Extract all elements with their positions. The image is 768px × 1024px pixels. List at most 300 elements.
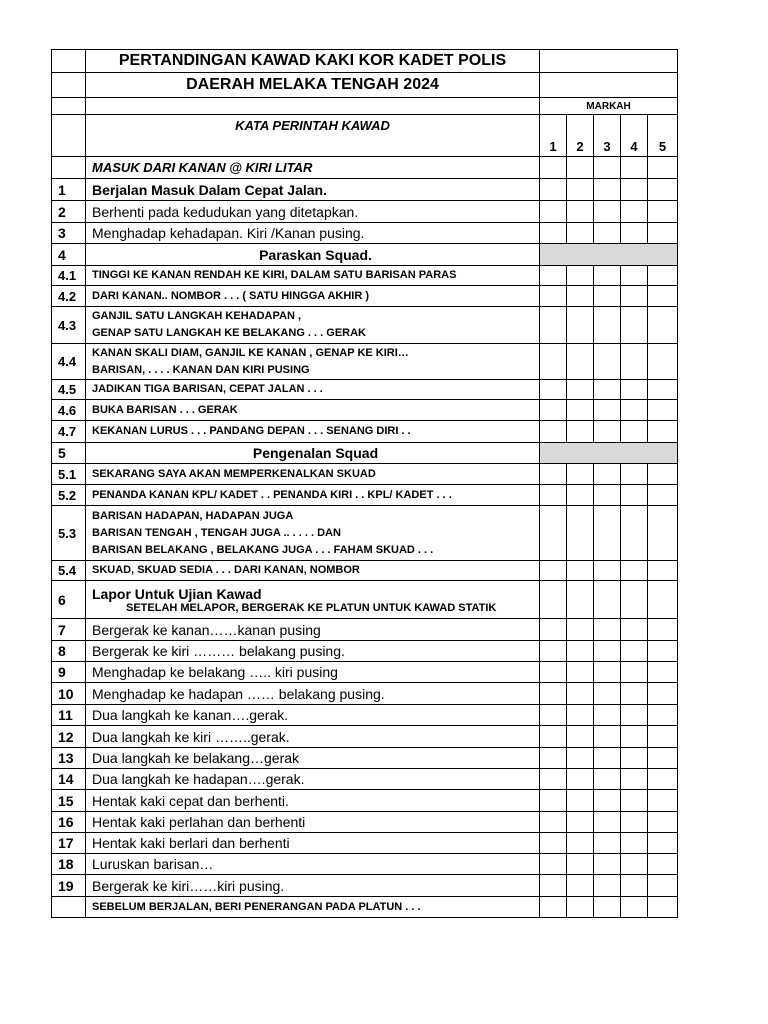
score-cell[interactable] [621,854,648,875]
table-row [52,286,678,307]
row-number: 17 [52,833,86,854]
title-line-2: DAERAH MELAKA TENGAH 2024 [86,73,540,98]
score-cell[interactable] [621,619,648,641]
score-cell[interactable] [621,641,648,662]
score-cell[interactable] [648,421,678,443]
score-cell[interactable] [540,506,567,561]
command-text [86,400,540,421]
command-line: Pengenalan Squad [252,445,379,461]
score-cell[interactable] [540,223,567,244]
table-row [52,683,678,705]
score-col-2: 2 [567,115,594,157]
table-row [52,705,678,726]
command-text [86,641,540,662]
markah-label: MARKAH [540,98,678,115]
score-cell[interactable] [648,619,678,641]
score-cell[interactable] [540,662,567,683]
score-cell[interactable] [594,286,621,307]
score-cell[interactable] [594,833,621,854]
command-line: BUKA BARISAN . . . GERAK [92,403,238,416]
score-cell[interactable] [567,790,594,812]
score-cell[interactable] [621,201,648,223]
score-cell[interactable] [567,344,594,380]
score-cell[interactable] [648,748,678,769]
score-cell[interactable] [540,266,567,286]
score-cell-shaded [540,443,678,464]
command-line: BARISAN, . . . . KANAN DAN KIRI PUSING [92,363,310,376]
score-cell[interactable] [567,421,594,443]
score-cell[interactable] [567,307,594,344]
score-cell[interactable] [540,641,567,662]
score-cell[interactable] [594,506,621,561]
scoring-table [51,49,678,918]
command-text [86,726,540,748]
score-cell[interactable] [648,769,678,790]
command-line: BARISAN HADAPAN, HADAPAN JUGA [92,509,294,522]
score-cell[interactable] [648,179,678,201]
table-row [52,561,678,581]
row-number: 4.6 [52,400,86,421]
command-text [86,812,540,833]
score-cell[interactable] [648,854,678,875]
row-number: 19 [52,875,86,897]
command-line: KANAN SKALI DIAM, GANJIL KE KANAN , GENAP KE KIRI… [92,346,409,359]
score-cell[interactable] [621,897,648,918]
score-cell[interactable] [567,561,594,581]
command-line: Menghadap kehadapan. Kiri /Kanan pusing. [92,225,365,241]
score-cell[interactable] [621,561,648,581]
score-cell[interactable] [648,380,678,400]
command-line: Menghadap ke belakang ….. kiri pusing [92,664,338,680]
score-cell[interactable] [540,421,567,443]
command-line: GANJIL SATU LANGKAH KEHADAPAN , [92,310,302,322]
score-cell[interactable] [567,662,594,683]
row-number: 4.4 [52,344,86,380]
score-cell[interactable] [648,833,678,854]
command-text [86,380,540,400]
row-number: 4.5 [52,380,86,400]
row-number: 8 [52,641,86,662]
row-number: 10 [52,683,86,705]
row-number: 13 [52,748,86,769]
score-cell[interactable] [648,400,678,421]
score-cell[interactable] [567,157,594,179]
row-number [52,897,86,918]
table-row [52,307,678,344]
row-number: 2 [52,201,86,223]
command-line: Hentak kaki perlahan dan berhenti [92,814,306,830]
table-row [52,833,678,854]
table-row [52,244,678,266]
score-cell[interactable] [621,769,648,790]
table-row [52,812,678,833]
score-cell[interactable] [594,619,621,641]
score-cell[interactable] [567,464,594,485]
score-cell[interactable] [594,875,621,897]
score-cell[interactable] [594,897,621,918]
row-number: 7 [52,619,86,641]
score-col-3: 3 [594,115,621,157]
score-cell[interactable] [540,897,567,918]
score-cell[interactable] [621,581,648,619]
title-line-1: PERTANDINGAN KAWAD KAKI KOR KADET POLIS [86,50,540,73]
command-line: Paraskan Squad. [259,246,372,263]
score-cell[interactable] [567,266,594,286]
score-cell[interactable] [567,833,594,854]
score-cell[interactable] [567,812,594,833]
score-cell[interactable] [567,380,594,400]
command-text [86,464,540,485]
score-cell[interactable] [621,833,648,854]
table-row [52,897,678,918]
score-cell[interactable] [648,201,678,223]
command-text [86,244,540,266]
score-cell[interactable] [540,157,567,179]
score-cell[interactable] [567,641,594,662]
command-line: Hentak kaki berlari dan berhenti [92,835,290,851]
command-line: Lapor Untuk Ujian Kawad [92,585,262,602]
score-cell[interactable] [594,748,621,769]
score-cell[interactable] [540,875,567,897]
score-cell[interactable] [540,619,567,641]
score-cell[interactable] [621,875,648,897]
title-row-1 [52,50,678,73]
command-line: DARI KANAN.. NOMBOR . . . ( SATU HINGGA AKHIR ) [92,289,370,302]
row-number: 5 [52,443,86,464]
score-cell-shaded [540,244,678,266]
score-cell[interactable] [648,581,678,619]
score-cell[interactable] [594,157,621,179]
command-text [86,201,540,223]
table-row [52,662,678,683]
score-cell[interactable] [540,833,567,854]
row-number: 15 [52,790,86,812]
command-line: GENAP SATU LANGKAH KE BELAKANG . . . GERAK [92,327,366,339]
row-number: 5.4 [52,561,86,581]
score-cell[interactable] [540,286,567,307]
command-line: KEKANAN LURUS . . . PANDANG DEPAN . . . SENANG DIRI . . [92,425,411,437]
score-cell[interactable] [567,506,594,561]
score-cell[interactable] [648,641,678,662]
score-cell[interactable] [540,790,567,812]
score-cell[interactable] [594,561,621,581]
command-text [86,683,540,705]
row-number: 18 [52,854,86,875]
command-text [86,705,540,726]
score-cell[interactable] [594,854,621,875]
table-row [52,464,678,485]
score-cell[interactable] [567,726,594,748]
score-cell[interactable] [621,485,648,506]
score-cell[interactable] [621,790,648,812]
command-text [86,485,540,506]
command-line: SEKARANG SAYA AKAN MEMPERKENALKAN SKUAD [92,467,376,480]
row-number: 5.1 [52,464,86,485]
table-row [52,223,678,244]
score-cell[interactable] [567,897,594,918]
score-cell[interactable] [594,179,621,201]
row-number: 4.2 [52,286,86,307]
score-cell[interactable] [648,897,678,918]
score-cell[interactable] [594,581,621,619]
command-text [86,421,540,443]
score-cell[interactable] [540,769,567,790]
command-line: MASUK DARI KANAN @ KIRI LITAR [92,160,313,175]
table-row [52,485,678,506]
command-line: Dua langkah ke kanan….gerak. [92,707,289,723]
title-row-2 [52,73,678,98]
score-cell[interactable] [567,769,594,790]
command-text [86,344,540,380]
command-line: Menghadap ke hadapan …… belakang pusing. [92,685,385,702]
table-row [52,201,678,223]
score-cell[interactable] [594,641,621,662]
row-number: 16 [52,812,86,833]
command-text [86,506,540,561]
score-cell[interactable] [567,201,594,223]
command-line: TINGGI KE KANAN RENDAH KE KIRI, DALAM SATU BARISAN PARAS [92,269,457,281]
row-number: 4.3 [52,307,86,344]
score-cell[interactable] [540,854,567,875]
command-rows [52,157,678,918]
command-text [86,266,540,286]
command-line: Dua langkah ke belakang…gerak [92,750,300,766]
score-cell[interactable] [594,812,621,833]
score-cell[interactable] [567,748,594,769]
score-cell[interactable] [621,266,648,286]
score-cell[interactable] [540,683,567,705]
command-text [86,179,540,201]
score-cell[interactable] [648,286,678,307]
score-cell[interactable] [567,683,594,705]
score-cell[interactable] [621,179,648,201]
score-cell[interactable] [621,286,648,307]
command-text [86,854,540,875]
score-cell[interactable] [594,485,621,506]
score-cell[interactable] [567,705,594,726]
score-cell[interactable] [540,344,567,380]
score-cell[interactable] [540,485,567,506]
command-line: BARISAN BELAKANG , BELAKANG JUGA . . . FAHAM SKUAD . . . [92,543,434,556]
row-number: 5.2 [52,485,86,506]
score-cell[interactable] [621,726,648,748]
score-cell[interactable] [594,380,621,400]
score-cell[interactable] [540,201,567,223]
score-cell[interactable] [648,223,678,244]
score-cell[interactable] [594,223,621,244]
score-cell[interactable] [540,380,567,400]
row-number: 12 [52,726,86,748]
score-cell[interactable] [648,266,678,286]
command-line: Luruskan barisan… [92,856,214,872]
table-row [52,790,678,812]
table-row [52,380,678,400]
score-cell[interactable] [648,726,678,748]
score-cell[interactable] [648,157,678,179]
command-line: Hentak kaki cepat dan berhenti. [92,792,289,809]
score-cell[interactable] [567,400,594,421]
table-row [52,748,678,769]
command-line: Berjalan Masuk Dalam Cepat Jalan. [92,181,327,198]
score-cell[interactable] [621,683,648,705]
score-cell[interactable] [540,726,567,748]
score-cell[interactable] [594,344,621,380]
command-text [86,790,540,812]
score-cell[interactable] [621,705,648,726]
score-cell[interactable] [567,854,594,875]
score-cell[interactable] [621,223,648,244]
score-cell[interactable] [648,683,678,705]
score-cell[interactable] [594,421,621,443]
row-number: 4.1 [52,266,86,286]
row-number: 4.7 [52,421,86,443]
score-cell[interactable] [567,223,594,244]
command-text [86,561,540,581]
command-text [86,307,540,344]
score-cell[interactable] [648,485,678,506]
command-text [86,662,540,683]
score-cell[interactable] [648,561,678,581]
row-number: 1 [52,179,86,201]
score-cell[interactable] [621,464,648,485]
row-number: 5.3 [52,506,86,561]
score-cell[interactable] [648,464,678,485]
score-cell[interactable] [540,561,567,581]
score-cell[interactable] [621,748,648,769]
row-number: 11 [52,705,86,726]
table-row [52,769,678,790]
command-line: SKUAD, SKUAD SEDIA . . . DARI KANAN, NOMBOR [92,564,360,576]
header-row [52,115,678,157]
score-cell[interactable] [594,683,621,705]
score-cell[interactable] [540,400,567,421]
command-text [86,581,540,619]
row-number [52,157,86,179]
score-col-4: 4 [621,115,648,157]
command-line: Berhenti pada kedudukan yang ditetapkan. [92,203,359,220]
table-row [52,641,678,662]
command-text [86,748,540,769]
command-text [86,897,540,918]
command-text [86,443,540,464]
command-text [86,833,540,854]
score-cell[interactable] [540,307,567,344]
command-line: JADIKAN TIGA BARISAN, CEPAT JALAN . . . [92,383,323,395]
score-cell[interactable] [540,812,567,833]
command-line: Bergerak ke kiri……kiri pusing. [92,877,285,894]
score-cell[interactable] [621,307,648,344]
score-cell[interactable] [594,464,621,485]
score-col-1: 1 [540,115,567,157]
score-cell[interactable] [648,344,678,380]
score-cell[interactable] [621,421,648,443]
score-cell[interactable] [621,400,648,421]
table-row [52,400,678,421]
score-cell[interactable] [567,179,594,201]
score-col-5: 5 [648,115,678,157]
command-text [86,286,540,307]
score-cell[interactable] [594,662,621,683]
command-text [86,619,540,641]
score-cell[interactable] [567,286,594,307]
score-cell[interactable] [540,464,567,485]
score-cell[interactable] [621,812,648,833]
score-cell[interactable] [648,506,678,561]
table-row [52,726,678,748]
command-text [86,223,540,244]
command-line: SETELAH MELAPOR, BERGERAK KE PLATUN UNTUK KAWAD STATIK [126,601,497,614]
table-row [52,875,678,897]
command-line: PENANDA KANAN KPL/ KADET . . PENANDA KIRI . . KPL/ KADET . . . [92,488,452,501]
score-cell[interactable] [648,875,678,897]
score-cell[interactable] [594,705,621,726]
command-header: KATA PERINTAH KAWAD [86,115,540,157]
command-line: Bergerak ke kiri ……… belakang pusing. [92,643,345,659]
score-cell[interactable] [540,705,567,726]
table-row [52,179,678,201]
score-cell[interactable] [648,790,678,812]
table-row [52,344,678,380]
command-line: Bergerak ke kanan……kanan pusing [92,621,321,638]
score-cell[interactable] [621,157,648,179]
score-cell[interactable] [594,790,621,812]
score-cell[interactable] [594,307,621,344]
command-line: SEBELUM BERJALAN, BERI PENERANGAN PADA PLATUN . . . [92,900,421,913]
command-line: Dua langkah ke hadapan….gerak. [92,771,305,787]
score-cell[interactable] [621,344,648,380]
score-cell[interactable] [567,581,594,619]
table-row [52,157,678,179]
score-cell[interactable] [594,201,621,223]
command-text [86,875,540,897]
table-row [52,619,678,641]
score-cell[interactable] [594,400,621,421]
table-row [52,443,678,464]
score-cell[interactable] [594,769,621,790]
score-cell[interactable] [567,485,594,506]
markah-row [52,98,678,115]
score-cell[interactable] [567,619,594,641]
score-cell[interactable] [648,812,678,833]
table-row [52,854,678,875]
score-cell[interactable] [621,662,648,683]
table-row [52,581,678,619]
command-text [86,769,540,790]
table-row [52,266,678,286]
score-cell[interactable] [594,266,621,286]
score-cell[interactable] [648,307,678,344]
score-cell[interactable] [540,748,567,769]
row-number: 14 [52,769,86,790]
row-number: 3 [52,223,86,244]
score-cell[interactable] [648,662,678,683]
score-cell[interactable] [540,179,567,201]
row-number: 4 [52,244,86,266]
command-text [86,157,540,179]
table-row [52,421,678,443]
command-line: Dua langkah ke kiri ……..gerak. [92,728,290,745]
row-number: 6 [52,581,86,619]
score-cell[interactable] [567,875,594,897]
score-cell[interactable] [621,380,648,400]
score-cell[interactable] [621,506,648,561]
command-line: BARISAN TENGAH , TENGAH JUGA .. . . . . DAN [92,526,341,539]
row-number: 9 [52,662,86,683]
score-cell[interactable] [648,705,678,726]
table-row [52,506,678,561]
score-cell[interactable] [594,726,621,748]
score-cell[interactable] [540,581,567,619]
